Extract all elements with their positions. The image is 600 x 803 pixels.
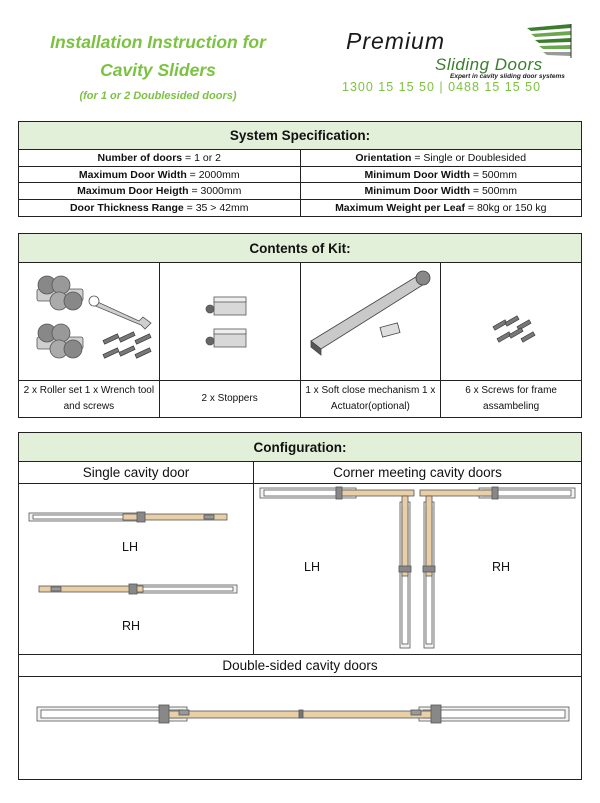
spec-label: Minimum Door Width [364, 168, 470, 181]
spec-cell [19, 167, 301, 183]
kit-caption-soft-close: 1 x Soft close mechanism 1 x Actuator(optional) [305, 385, 436, 412]
screws-icon [441, 263, 581, 381]
kit-caption-roller-set: 2 x Roller set 1 x Wrench tool and screws [23, 385, 155, 412]
kit-item-roller-set [19, 263, 160, 417]
spec-value: = 35 > 42mm [183, 201, 249, 214]
single-rh-label: RH [122, 619, 141, 633]
single-lh-label: LH [122, 540, 138, 554]
spec-value: = 1 or 2 [182, 152, 221, 164]
spec-row [19, 183, 581, 200]
kit-item-stoppers [160, 263, 301, 417]
stopper-icon [160, 263, 300, 381]
double-sided-diagram [19, 677, 581, 779]
spec-row [19, 167, 581, 184]
corner-cavity-diagram [254, 484, 581, 654]
spec-label: Door Thickness Range [69, 201, 184, 214]
spec-value: = Single or Doublesided [411, 152, 527, 164]
spec-value: = 3000mm [188, 185, 242, 197]
system-specification-table [18, 121, 582, 217]
config-heading: Configuration: [19, 433, 581, 462]
spec-value: = 2000mm [186, 168, 240, 181]
kit-item-screws [441, 263, 581, 417]
spec-row [19, 200, 581, 217]
spec-row [19, 150, 581, 167]
contents-of-kit-table [18, 233, 582, 418]
spec-cell [301, 150, 582, 166]
company-logo [340, 22, 585, 98]
kit-caption-screws: 6 x Screws for frame assambeling [465, 385, 557, 412]
single-cavity-diagram [19, 484, 254, 654]
spec-cell [301, 200, 582, 217]
spec-label: Orientation [355, 152, 412, 164]
phone-numbers: 1300 15 15 50 | 0488 15 15 50 [342, 80, 542, 94]
logo-tagline: Expert in cavity sliding door systems [450, 73, 565, 80]
corner-lh-label: LH [304, 560, 320, 574]
spec-value: = 80kg or 150 kg [464, 201, 547, 214]
kit-caption-stoppers: 2 x Stoppers [201, 393, 258, 404]
title-line-2: Cavity Sliders [100, 60, 216, 80]
spec-label: Number of doors [97, 152, 183, 164]
logo-sliding-doors-text: Sliding Doors [435, 55, 543, 74]
roller-set-icon [19, 263, 159, 381]
spec-value: = 500mm [470, 168, 517, 181]
soft-close-icon [301, 263, 441, 381]
corner-cavity-title: Corner meeting cavity doors [333, 465, 502, 480]
title-line-1: Installation Instruction for [50, 32, 266, 52]
double-sided-drawing [19, 677, 581, 779]
spec-value: = 500mm [470, 185, 517, 197]
single-cavity-title: Single cavity door [19, 462, 254, 483]
double-sided-title: Double-sided cavity doors [19, 655, 581, 677]
spec-label: Maximum Door Heigth [77, 185, 189, 197]
logo-premium-text: Premium [346, 28, 446, 54]
spec-cell [301, 183, 582, 199]
spec-label: Maximum Weight per Leaf [335, 201, 465, 214]
spec-cell [19, 200, 301, 217]
kit-item-soft-close [301, 263, 442, 417]
kit-heading: Contents of Kit: [19, 234, 581, 263]
logo-mark-icon [523, 24, 575, 60]
subtitle: (for 1 or 2 Doublesided doors) [79, 90, 237, 102]
spec-cell [301, 167, 582, 183]
spec-heading: System Specification: [19, 122, 581, 150]
spec-label: Minimum Door Width [364, 185, 470, 197]
configuration-table [18, 432, 582, 780]
document-title [18, 28, 298, 102]
spec-cell [19, 183, 301, 199]
spec-cell [19, 150, 301, 166]
corner-rh-label: RH [492, 560, 511, 574]
spec-label: Maximum Door Width [78, 168, 187, 181]
